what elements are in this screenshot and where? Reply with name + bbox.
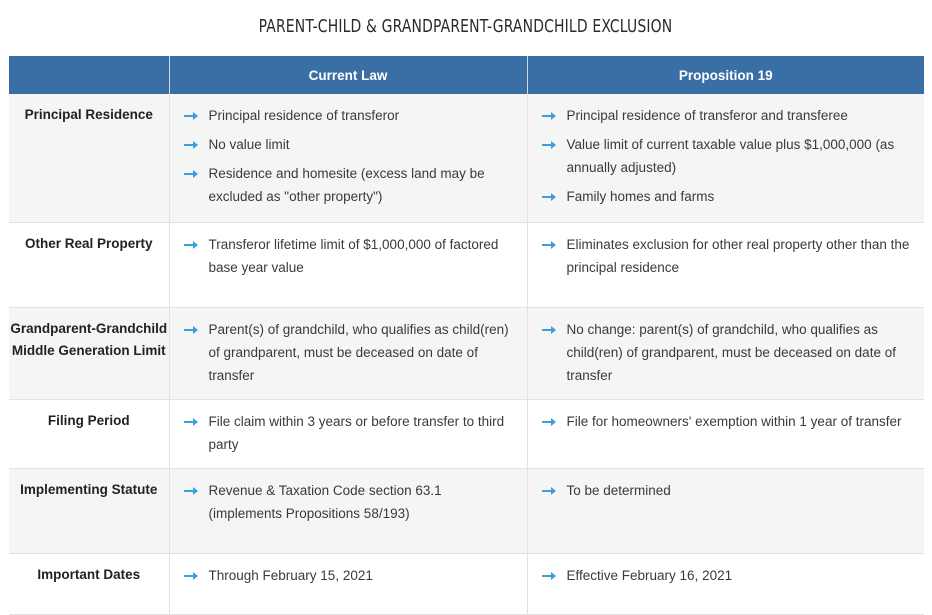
proposition-19-cell <box>527 400 924 469</box>
arrow-right-icon <box>542 410 556 433</box>
row-label: Other Real Property <box>9 223 169 308</box>
table-header-row <box>9 56 924 94</box>
comparison-table <box>9 56 924 615</box>
current-law-cell <box>169 94 527 223</box>
proposition-19-cell <box>527 94 924 223</box>
arrow-right-icon <box>184 410 198 433</box>
list-item: Residence and homesite (excess land may be excluded as "other property") <box>184 162 517 208</box>
current-law-cell <box>169 400 527 469</box>
table-row-principal-residence <box>9 94 924 223</box>
row-label: Important Dates <box>9 554 169 615</box>
arrow-right-icon <box>184 479 198 502</box>
table-row-important-dates <box>9 554 924 615</box>
page-title: PARENT-CHILD & GRANDPARENT-GRANDCHILD EXCLUSION <box>259 15 673 37</box>
current-law-cell <box>169 554 527 615</box>
arrow-right-icon <box>542 479 556 502</box>
header-proposition-19: Proposition 19 <box>527 56 924 94</box>
arrow-right-icon <box>542 133 556 156</box>
header-blank <box>9 56 169 94</box>
list-item: Through February 15, 2021 <box>184 564 517 587</box>
table-row-grandparent-grandchild <box>9 308 924 400</box>
proposition-19-cell <box>527 308 924 400</box>
row-label: Grandparent-Grandchild Middle Generation Limit <box>9 308 169 400</box>
list-item: Parent(s) of grandchild, who qualifies as child(ren) of grandparent, must be deceased on date of transfer <box>184 318 517 387</box>
list-item: Eliminates exclusion for other real property other than the principal residence <box>542 233 915 279</box>
arrow-right-icon <box>184 233 198 256</box>
list-item: Principal residence of transferor and transferee <box>542 104 915 127</box>
arrow-right-icon <box>542 233 556 256</box>
proposition-19-cell <box>527 469 924 554</box>
row-label: Filing Period <box>9 400 169 469</box>
list-item: Value limit of current taxable value plus $1,000,000 (as annually adjusted) <box>542 133 915 179</box>
proposition-19-cell <box>527 554 924 615</box>
list-item: Effective February 16, 2021 <box>542 564 915 587</box>
arrow-right-icon <box>542 564 556 587</box>
list-item: Revenue & Taxation Code section 63.1 (implements Propositions 58/193) <box>184 479 517 525</box>
arrow-right-icon <box>184 104 198 127</box>
list-item: Principal residence of transferor <box>184 104 517 127</box>
proposition-19-cell <box>527 223 924 308</box>
arrow-right-icon <box>542 185 556 208</box>
current-law-cell <box>169 308 527 400</box>
table-row-other-real-property <box>9 223 924 308</box>
list-item: No value limit <box>184 133 517 156</box>
row-label: Implementing Statute <box>9 469 169 554</box>
table-row-filing-period <box>9 400 924 469</box>
arrow-right-icon <box>542 318 556 341</box>
table-row-implementing-statute <box>9 469 924 554</box>
arrow-right-icon <box>184 564 198 587</box>
arrow-right-icon <box>184 318 198 341</box>
list-item: No change: parent(s) of grandchild, who qualifies as child(ren) of grandparent, must be deceased on date of transfer <box>542 318 915 387</box>
arrow-right-icon <box>542 104 556 127</box>
arrow-right-icon <box>184 133 198 156</box>
list-item: File for homeowners' exemption within 1 year of transfer <box>542 410 915 433</box>
header-current-law: Current Law <box>169 56 527 94</box>
arrow-right-icon <box>184 162 198 185</box>
row-label: Principal Residence <box>9 94 169 223</box>
current-law-cell <box>169 469 527 554</box>
list-item: File claim within 3 years or before transfer to third party <box>184 410 517 456</box>
list-item: Family homes and farms <box>542 185 915 208</box>
current-law-cell <box>169 223 527 308</box>
list-item: Transferor lifetime limit of $1,000,000 of factored base year value <box>184 233 517 279</box>
list-item: To be determined <box>542 479 915 502</box>
